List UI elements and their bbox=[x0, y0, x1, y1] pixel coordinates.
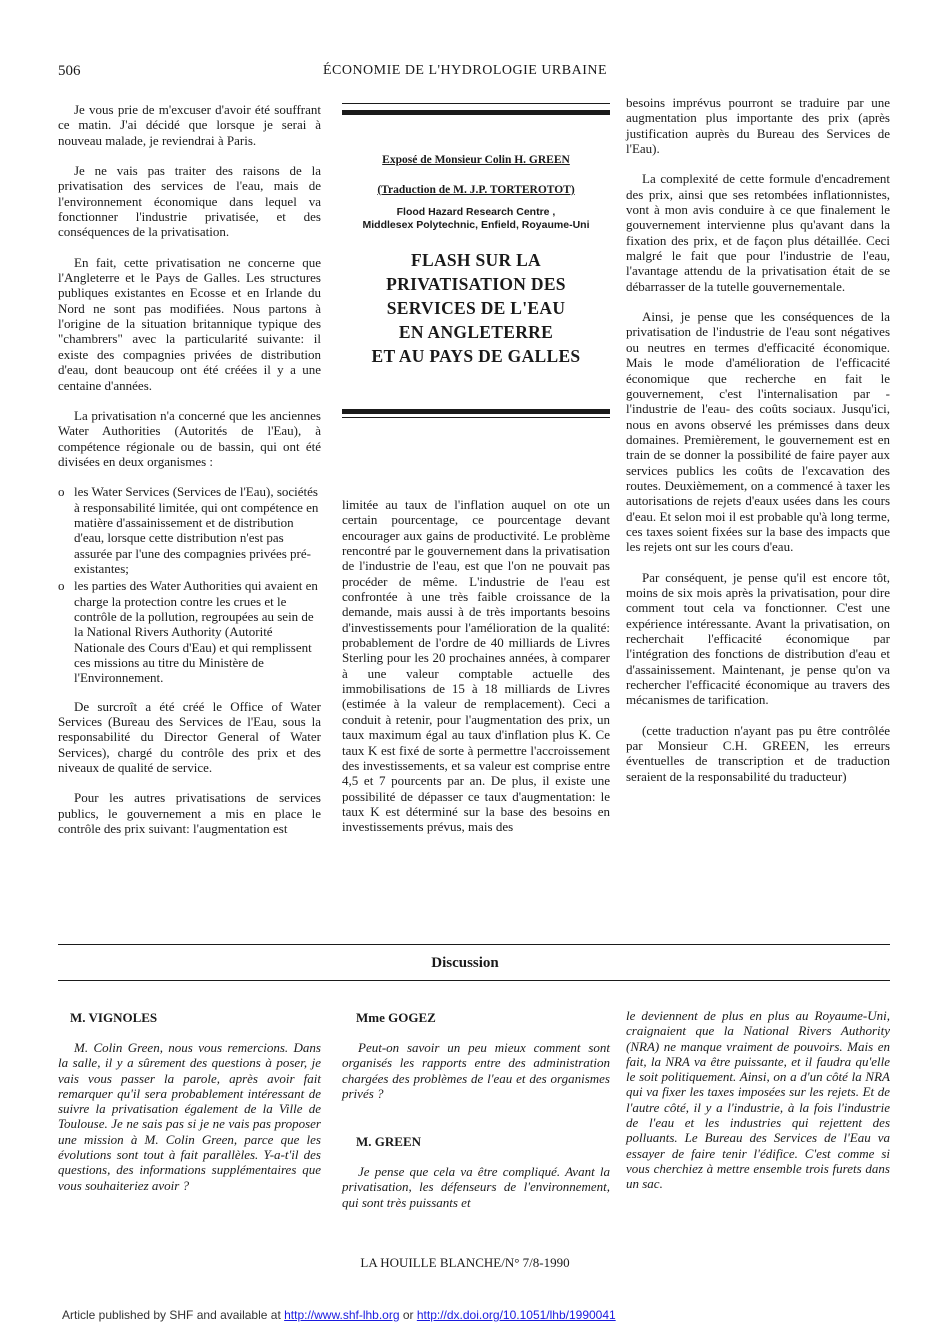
section-title: Discussion bbox=[431, 955, 499, 971]
speaker-text-continued bbox=[626, 1008, 890, 1192]
title-line: PRIVATISATION DES bbox=[386, 274, 566, 294]
column-3 bbox=[626, 95, 890, 799]
title-line: FLASH SUR LA bbox=[410, 250, 541, 270]
speaker-name: M. GREEN bbox=[356, 1134, 421, 1149]
affiliation-line: Flood Hazard Research Centre , bbox=[396, 206, 556, 218]
title-line: ET AU PAYS DE GALLES bbox=[371, 346, 581, 366]
list-item bbox=[58, 484, 321, 576]
paragraph: limitée au taux de l'inflation auquel on ote un certain pourcentage, ce pourcentage devant encourager aux gains de productivité. Le problème rencontré par le gouvernement dans la privatisation de l'industrie de l'eau, est que l'on ne pouvait pas procéder de même. L'industrie de l'eau est confrontée à une très faible croissance de la demande, mais aussi à de très importants besoins d'investissements pour l'amélioration de la qualité: probablement de l'ordre de 40 milliards de Livres Sterling pour les 20 prochaines années, à comparer à une valeur comptable actuelle des immobilisations de 15 à 18 milliards de Livres (estimée à la valeur de remplacement). Ceci a conduit à retenir, pour l'augmentation des prix, un taux maximum égal au taux d'inflation plus K. Ce taux K est fixé de sorte à permettre l'accroissement des investissements, et sa valeur est comprise entre 4,5 et 7 pourcents par an. De plus, il existe une possibilité de dépasser ce taux d'augmentation: le taux K est déterminé sur la base des besoins en investissements prévus, mais des bbox=[342, 497, 610, 835]
divider bbox=[342, 417, 610, 418]
publisher-link[interactable]: http://www.shf-lhb.org bbox=[284, 1308, 400, 1322]
paragraph: besoins imprévus pourront se traduire par une augmentation plus importante des prix (après justification auprès du Bureau des Services de l'Eau). bbox=[626, 95, 890, 157]
paragraph: Je pense que cela va être compliqué. Avant la privatisation, les défenseurs de l'environnement, qui sont très puissants et bbox=[342, 1164, 610, 1210]
divider bbox=[58, 980, 890, 981]
translator-line: (Traduction de M. J.P. TORTEROTOT) bbox=[377, 184, 575, 196]
affiliation-line: Middlesex Polytechnic, Enfield, Royaume-Uni bbox=[362, 219, 590, 231]
column-2 bbox=[342, 497, 610, 850]
author-line: Exposé de Monsieur Colin H. GREEN bbox=[382, 154, 570, 166]
list-item-text: les parties des Water Authorities qui avaient en charge la protection contre les crues et le contrôle de la pollution, regroupées au sein de la National Rivers Authority (Autorité Nationale des Cours d'Eau) et qui remplissent ces missions au titre du Ministère de l'Environnement. bbox=[74, 578, 318, 686]
paragraph: (cette traduction n'ayant pas pu être contrôlée par Monsieur C.H. GREEN, les erreurs éventuelles de transcription et de traduction seraient de la responsabilité du traducteur) bbox=[626, 722, 890, 784]
divider bbox=[58, 944, 890, 945]
paragraph: De surcroît a été créé le Office of Water Services (Bureau des Services de l'Eau, sous la responsabilité du Director General of Water Services), chargé du contrôle des prix et des niveaux de qualité de service. bbox=[58, 698, 321, 776]
paragraph: Pour les autres privatisations de services publics, le gouvernement a mis en place le contrôle des prix suivant: l'augmentation est bbox=[58, 790, 321, 837]
article-title bbox=[342, 248, 610, 368]
speaker-name: M. VIGNOLES bbox=[70, 1010, 158, 1025]
publication-note bbox=[62, 1308, 616, 1322]
running-title: ÉCONOMIE DE L'HYDROLOGIE URBAINE bbox=[322, 63, 608, 78]
journal-footer: LA HOUILLE BLANCHE/N° 7/8-1990 bbox=[360, 1255, 570, 1270]
speaker-name: Mme GOGEZ bbox=[356, 1010, 436, 1025]
divider bbox=[342, 103, 610, 104]
paragraph: La complexité de cette formule d'encadrement des prix, ainsi que ses retombées inflationnistes, vont à mon avis conduire à ce que finalement le gouvernement intervienne plus qu'avant dans la fixation des prix, et de façon plus détaillée. Ceci malgré le fait que pour l'industrie de l'eau, l'avantage attendu de la privatisation était de se débarrasser de la tutelle gouvernementale. bbox=[626, 171, 890, 294]
list-item bbox=[58, 578, 321, 685]
publication-note-text: Article published by SHF and available at bbox=[62, 1308, 285, 1322]
paragraph: La privatisation n'a concerné que les anciennes Water Authorities (Autorités de l'Eau), à compétence régionale ou de bassin, qui ont été divisées en deux organismes : bbox=[58, 407, 321, 469]
title-line: EN ANGLETERRE bbox=[398, 322, 554, 342]
paragraph: Ainsi, je pense que les conséquences de la privatisation de l'industrie de l'eau sont négatives ou neutres en termes d'efficacité économique. Mais le mode d'amélioration de l'efficacité économique que recherche en fait le gouvernement, c'est l'internalisation par -l'industrie de l'eau- des coûts sociaux. Jusqu'ici, nous en avons observé les prémisses dans deux domaines. Premièrement, le gouvernement est en train de se donner la possibilité de faire payer aux services publics les coûts de l'excavation des routes. Deuxièmement, on a commencé à taxer les autorisations de rejets d'eaux usées dans les cours d'eau. Et selon moi il est probable qu'à long terme, ces taxes soient fixées sur la base des impacts que les rejets ont sur les cours d'eau. bbox=[626, 309, 890, 555]
article-header bbox=[342, 120, 610, 368]
paragraph: Par conséquent, je pense qu'il est encore tôt, moins de six mois après la privatisation, pour dire comment tout cela va fonctionner. C'est une expérience intéressante. Avant la privatisation, on recherchait l'efficacité économique par l'intégration des fonctions de distribution d'eau et d'assainissement. Maintenant, je pense qu'on va rechercher l'efficacité économique au travers des mécanismes de tarification. bbox=[626, 569, 890, 708]
publication-note-or: or bbox=[399, 1308, 417, 1322]
bullet-icon: o bbox=[58, 484, 65, 500]
bullet-icon: o bbox=[58, 578, 65, 594]
paragraph: En fait, cette privatisation ne concerne que l'Angleterre et le Pays de Galles. Les structures publiques existantes en Ecosse et en Irlande du Nord ne sont pas modifiées. Nous partons à l'origine de la situation britannique typique des "chambrers" avec la particularité suivante: il existe des compagnies privées de distribution d'eau, dont beaucoup ont été créées il y a une centaine d'années. bbox=[58, 254, 321, 393]
speaker-text bbox=[342, 1040, 610, 1101]
paragraph: Je vous prie de m'excuser d'avoir été souffrant ce matin. J'ai décidé que lorsque je serai à nouveau malade, je reviendrai à Paris. bbox=[58, 102, 321, 148]
doi-link[interactable]: http://dx.doi.org/10.1051/lhb/1990041 bbox=[416, 1308, 616, 1322]
speaker-text bbox=[58, 1040, 321, 1193]
divider-thick bbox=[342, 110, 610, 115]
paragraph: Peut-on savoir un peu mieux comment sont organisés les rapports entre des administration chargées des problèmes de l'eau et des organismes privés ? bbox=[342, 1040, 610, 1101]
title-line: SERVICES DE L'EAU bbox=[386, 298, 566, 318]
affiliation bbox=[342, 206, 610, 232]
paragraph: le deviennent de plus en plus au Royaume-Uni, craignaient que la National Rivers Authority (NRA) ne manque vraiment de pouvoirs. Mais en fait, la NRA va être puissante, et il faudra qu'elle le soit politiquement. Ainsi, on a d'un côté la NRA qui va fixer les taxes imposées sur les rejets. Et de l'autre côté, il y a l'industrie, à la fois l'industrie de l'eau et les industries qui rejettent des polluants. Le Bureau des Services de l'Eau va essayer de faire tenir l'édifice. C'est comme si vous cherchiez à mettre ensemble trois furets dans un sac. bbox=[626, 1008, 890, 1192]
paragraph: M. Colin Green, nous vous remercions. Dans la salle, il y a sûrement des questions à poser, je vais vous passer la parole, après avoir fait remarquer qu'il sera probablement intéressant de suivre la privatisation également de la Ville de Toulouse. Je ne sais pas si je ne vais pas proposer une mission à M. Colin Green, parce que les évolutions sont tout à fait parallèles. Y-a-t'il des questions, des informations supplémentaires que vous souhaiteriez avoir ? bbox=[58, 1040, 321, 1193]
bullet-list bbox=[58, 484, 321, 685]
paragraph: Je ne vais pas traiter des raisons de la privatisation des services de l'eau, mais de l'environnement économique dans lequel va fonctionner l'industrie privatisée, et des conséquences de la privatisation. bbox=[58, 163, 321, 240]
divider-thick bbox=[342, 409, 610, 414]
speaker-text bbox=[342, 1164, 610, 1210]
list-item-text: les Water Services (Services de l'Eau), sociétés à responsabilité limitée, qui ont compétence en matière d'assainissement et de distribution d'eau, lorsque cette distribution n'est pas assurée par l'une des compagnies privées pré-existantes; bbox=[74, 484, 319, 576]
page-number: 506 bbox=[58, 63, 81, 79]
column-1 bbox=[58, 102, 321, 851]
